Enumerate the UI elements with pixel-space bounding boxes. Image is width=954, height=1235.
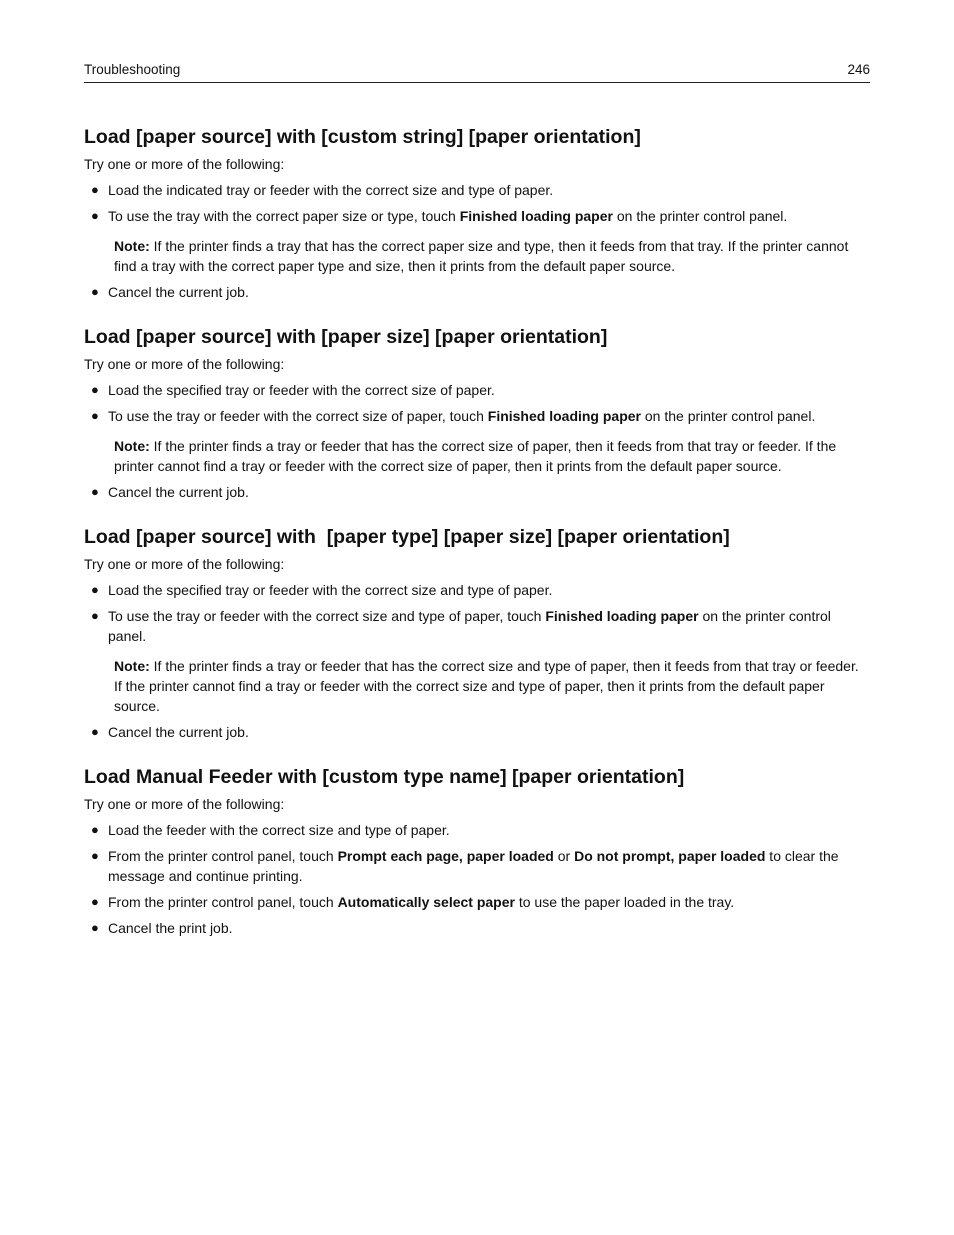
list-item: ● Load the specified tray or feeder with the correct size and type of paper.	[91, 582, 553, 598]
bullet-icon: ●	[91, 608, 99, 623]
ui-term: Prompt each page, paper loaded	[337, 848, 554, 864]
list-item: ● To use the tray or feeder with the correct size and type of paper, touch Finished loading paper on the printer control panel.	[91, 608, 831, 644]
bullet-icon: ●	[91, 284, 99, 299]
bullet-icon: ●	[91, 582, 99, 597]
list-item: ● Load the indicated tray or feeder with the correct size and type of paper.	[91, 182, 554, 198]
bullet-icon: ●	[91, 894, 99, 909]
section-paper-size	[84, 320, 870, 502]
bullet-icon: ●	[91, 920, 99, 935]
bullet-list	[84, 722, 870, 742]
ui-term: Finished loading paper	[545, 608, 699, 624]
section-heading: Load [paper source] with [paper type] [paper size] [paper orientation]	[84, 526, 730, 548]
list-item: ● Load the feeder with the correct size and type of paper.	[91, 822, 450, 838]
note-label: Note:	[114, 438, 150, 454]
section-intro: Try one or more of the following:	[84, 156, 285, 172]
list-item: ● From the printer control panel, touch Prompt each page, paper loaded or Do not prompt, paper loaded to clear the message and continue printing.	[91, 848, 839, 884]
list-item: ● Cancel the current job.	[91, 484, 249, 500]
section-intro: Try one or more of the following:	[84, 356, 285, 372]
section-heading: Load [paper source] with [paper size] [paper orientation]	[84, 326, 608, 348]
list-item: ● Cancel the current job.	[91, 724, 249, 740]
bullet-icon: ●	[91, 484, 99, 499]
bullet-icon: ●	[91, 208, 99, 223]
note: Note: If the printer finds a tray that has the correct paper size and type, then it feeds from that tray. If the printer cannot find a tray with the correct paper type and size, then it prints from the default paper source.	[114, 238, 849, 274]
section-heading: Load Manual Feeder with [custom type name] [paper orientation]	[84, 766, 685, 788]
bullet-list	[84, 580, 870, 646]
bullet-icon: ●	[91, 724, 99, 739]
ui-term: Finished loading paper	[487, 408, 641, 424]
list-item: ● Cancel the current job.	[91, 284, 249, 300]
section-manual-feeder	[84, 760, 870, 938]
ui-term: Finished loading paper	[459, 208, 613, 224]
note: Note: If the printer finds a tray or feeder that has the correct size of paper, then it feeds from that tray or feeder. If the printer cannot find a tray or feeder with the correct size of paper, then it prints from the default paper source.	[114, 438, 837, 474]
bullet-icon: ●	[91, 182, 99, 197]
bullet-list	[84, 282, 870, 302]
bullet-list	[84, 180, 870, 226]
list-item: ● From the printer control panel, touch Automatically select paper to use the paper loaded in the tray.	[91, 894, 735, 910]
note-label: Note:	[114, 238, 150, 254]
section-intro: Try one or more of the following:	[84, 796, 285, 812]
bullet-icon: ●	[91, 822, 99, 837]
bullet-list	[84, 820, 870, 938]
bullet-icon: ●	[91, 382, 99, 397]
note: Note: If the printer finds a tray or feeder that has the correct size and type of paper, then it feeds from that tray or feeder. If the printer cannot find a tray or feeder with the correct size and type of paper, then it prints from the default paper source.	[114, 658, 859, 714]
ui-term: Do not prompt, paper loaded	[574, 848, 766, 864]
list-item: ● To use the tray or feeder with the correct size of paper, touch Finished loading paper on the printer control panel.	[91, 408, 816, 424]
bullet-icon: ●	[91, 408, 99, 423]
bullet-list	[84, 482, 870, 502]
page-header	[84, 60, 870, 83]
section-paper-type-size	[84, 520, 870, 742]
section-custom-string	[84, 120, 870, 302]
page-number: 246	[847, 62, 870, 77]
header-section-title: Troubleshooting	[84, 62, 181, 77]
list-item: ● To use the tray with the correct paper size or type, touch Finished loading paper on the printer control panel.	[91, 208, 788, 224]
page-content	[84, 120, 870, 956]
section-intro: Try one or more of the following:	[84, 556, 285, 572]
bullet-icon: ●	[91, 848, 99, 863]
note-label: Note:	[114, 658, 150, 674]
list-item: ● Cancel the print job.	[91, 920, 233, 936]
section-heading: Load [paper source] with [custom string] [paper orientation]	[84, 126, 641, 148]
ui-term: Automatically select paper	[337, 894, 515, 910]
bullet-list	[84, 380, 870, 426]
list-item: ● Load the specified tray or feeder with the correct size of paper.	[91, 382, 495, 398]
